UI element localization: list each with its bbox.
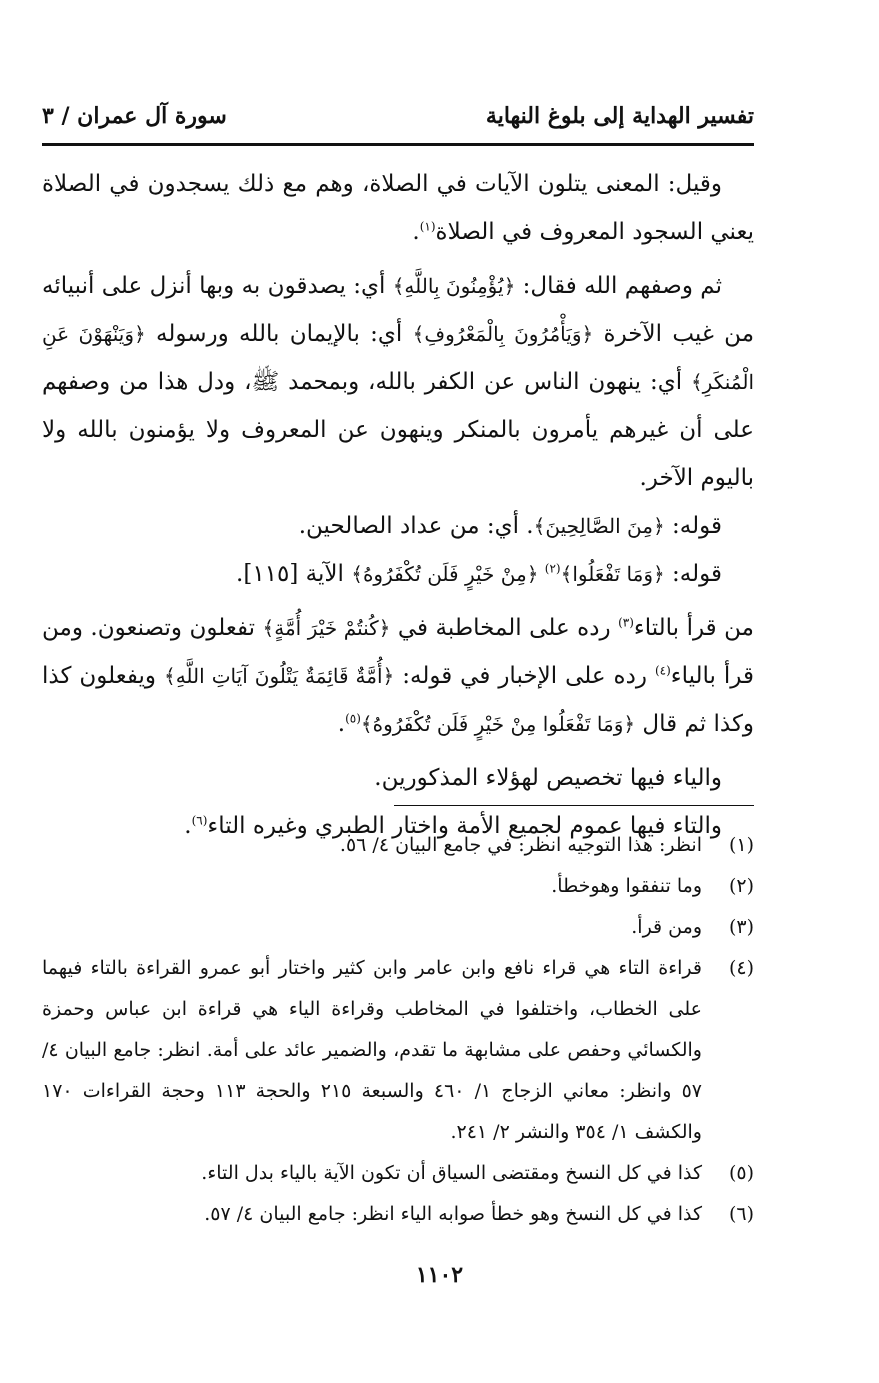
footnotes [42, 825, 754, 1235]
quran-quote: ﴿كُنتُمْ خَيْرَ أُمَّةٍ﴾ [262, 616, 391, 640]
footnote-number: (٢) [728, 875, 754, 897]
footnote-text: ومن قرأ. [631, 916, 702, 938]
footnote-ref-6: (٦) [191, 813, 208, 828]
quran-quote: ﴿يُؤْمِنُونَ بِاللَّهِ﴾ [392, 274, 516, 298]
footnote-number: (١) [728, 834, 754, 856]
footnote-ref-3: (٣) [618, 615, 634, 630]
footnote-text: كذا في كل النسخ وهو خطأ صوابه الياء انظر: جامع البيان ٤/ ٥٧. [204, 1203, 702, 1225]
footnote-item [42, 1153, 754, 1194]
footnote-rule [394, 805, 754, 806]
main-text [42, 160, 754, 850]
paragraph-6: والياء فيها تخصيص لهؤلاء المذكورين. [374, 765, 722, 791]
footnote-number: (٦) [728, 1203, 754, 1225]
footnote-item [42, 825, 754, 866]
footnote-item [42, 948, 754, 1153]
footnote-text: انظر: هذا التوجيه انظر: في جامع البيان ٤/ ٥٦. [339, 834, 702, 856]
footnote-ref-1: (١) [419, 219, 436, 234]
quran-quote: ﴿مِنَ الصَّالِحِينَ﴾ [533, 514, 665, 538]
surah-label: سورة آل عمران / ٣ [42, 103, 227, 129]
quran-quote: ﴿وَمَا تَفْعَلُوا﴾ [560, 562, 665, 586]
page-number: ١١٠٢ [415, 1262, 464, 1288]
paragraph-3: قوله: ﴿مِنَ الصَّالِحِينَ﴾. أي: من عداد الصالحين. [298, 513, 722, 539]
footnote-item [42, 866, 754, 907]
quran-quote: ﴿مِنْ خَيْرٍ فَلَن تُكْفَرُوهُ﴾ [351, 562, 545, 586]
book-title: تفسير الهداية إلى بلوغ النهاية [485, 103, 754, 129]
paragraph-4: قوله: ﴿وَمَا تَفْعَلُوا﴾$^{(٢)}$ ﴿مِنْ خَيْرٍ فَلَن تُكْفَرُوهُ﴾ الآية [١١٥]. [236, 561, 722, 587]
quran-quote: ﴿وَيَنْهَوْنَ عَنِ الْمُنكَرِ﴾ [42, 322, 754, 394]
running-header [42, 96, 754, 136]
footnote-number: (٥) [728, 1162, 754, 1184]
footnote-text: كذا في كل النسخ ومقتضى السياق أن تكون الآية بالياء بدل التاء. [201, 1162, 702, 1184]
quran-quote: ﴿وَيَأْمُرُونَ بِالْمَعْرُوفِ﴾ [412, 322, 594, 346]
paragraph-2: ثم وصفهم الله فقال: ﴿يُؤْمِنُونَ بِاللَّهِ﴾ أي: يصدقون به وبها أنزل على أنبيائه من غيب الآخرة ﴿وَيَأْمُرُونَ بِالْمَعْرُوفِ﴾ أي: بالإيمان بالله ورسوله ﴿وَيَنْهَوْنَ عَنِ الْمُنكَرِ﴾ أي: ينهون الناس عن الكفر بالله، وبمحمد ﷺ، ودل هذا من وصفهم على أن غيرهم يأمرون بالمنكر وينهون عن المعروف ولا يؤمنون بالله ولا باليوم الآخر. [42, 273, 755, 491]
footnote-number: (٤) [728, 957, 754, 979]
footnote-item [42, 1194, 754, 1235]
paragraph-7: والتاء فيها عموم لجميع الأمة واختار الطبري وغيره التاء$^{(٦)}$. [184, 813, 722, 839]
footnote-ref-2: (٢) [544, 561, 561, 576]
footnote-text: قراءة التاء هي قراء نافع وابن عامر وابن كثير واختار أبو عمرو القراءة بالتاء فيهما على الخطاب، واختلفوا في المخاطب وقراءة الياء هي قراءة ابن عباس وحمزة والكسائي وحفص على مشابهة ما تقدم، والضمير عائد على أمة. انظر: جامع البيان ٤/ ٥٧ وانظر: معاني الزجاج ١/ ٤٦٠ والسبعة ٢١٥ والحجة ١١٣ وحجة القراءات ١٧٠ والكشف ١/ ٣٥٤ والنشر ٢/ ٢٤١. [42, 957, 702, 1143]
header-rule [42, 143, 754, 146]
quran-quote: ﴿وَمَا تَفْعَلُوا مِنْ خَيْرٍ فَلَن تُكْفَرُوهُ﴾ [360, 712, 636, 736]
footnote-text: وما تنفقوا وهوخطأ. [551, 875, 702, 897]
footnote-ref-5: (٥) [345, 711, 361, 726]
footnote-ref-4: (٤) [654, 663, 671, 678]
footnote-number: (٣) [728, 916, 754, 938]
quran-quote: ﴿أُمَّةٌ قَائِمَةٌ يَتْلُونَ آيَاتِ اللَّهِ﴾ [163, 664, 395, 688]
paragraph-1: وقيل: المعنى يتلون الآيات في الصلاة، وهم مع ذلك يسجدون في الصلاة يعني السجود المعروف في الصلاة$^{(١)}$. [42, 171, 754, 245]
paragraph-5: من قرأ بالتاء$^{(٣)}$ رده على المخاطبة في ﴿كُنتُمْ خَيْرَ أُمَّةٍ﴾ تفعلون وتصنعون. ومن قرأ بالياء$^{(٤)}$ رده على الإخبار في قوله: ﴿أُمَّةٌ قَائِمَةٌ يَتْلُونَ آيَاتِ اللَّهِ﴾ ويفعلون كذا وكذا ثم قال ﴿وَمَا تَفْعَلُوا مِنْ خَيْرٍ فَلَن تُكْفَرُوهُ﴾$^{(٥)}$. [42, 615, 754, 737]
footnote-item [42, 907, 754, 948]
